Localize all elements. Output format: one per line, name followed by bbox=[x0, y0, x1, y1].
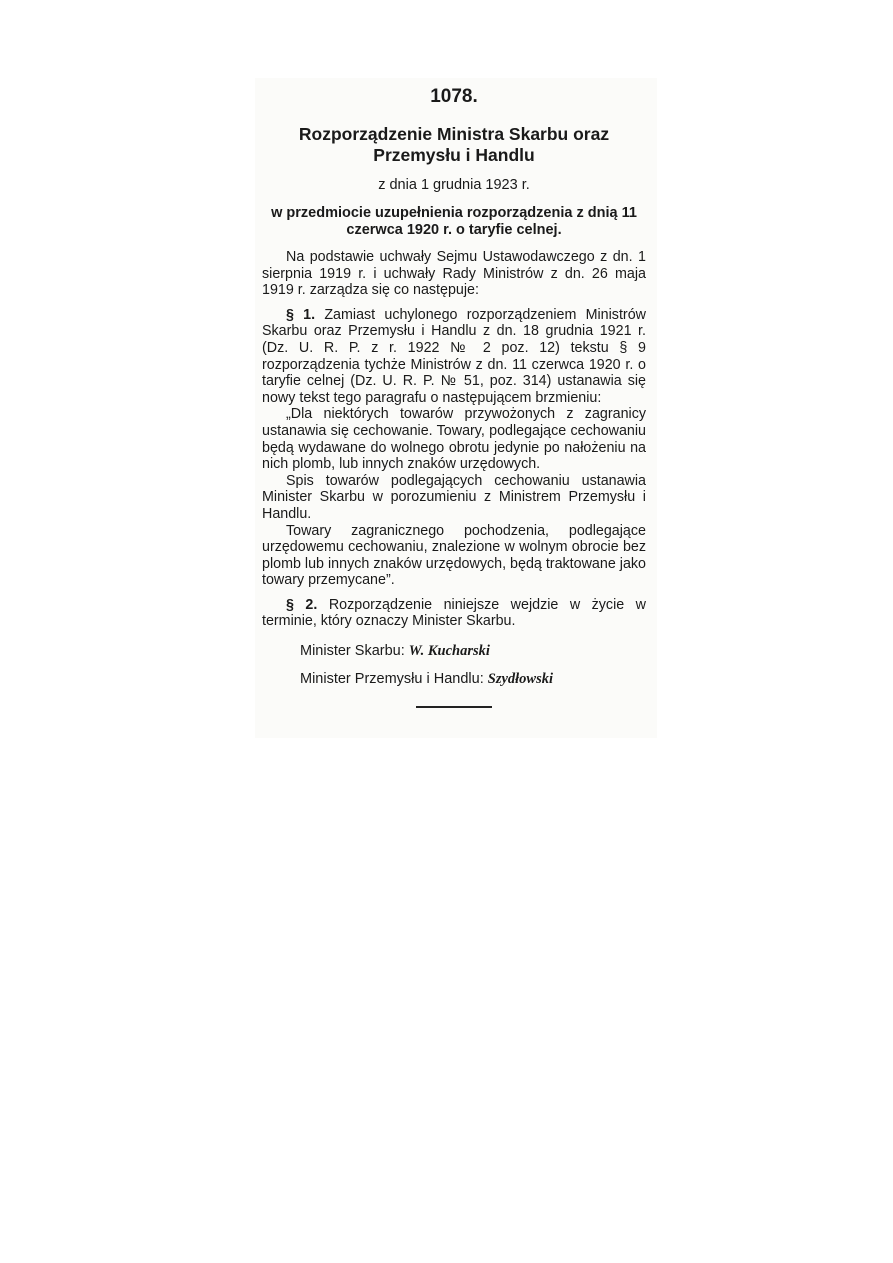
document-title: Rozporządzenie Ministra Skarbu oraz Przemysłu i Handlu bbox=[298, 124, 610, 165]
section-1-quote-paragraph-2: Spis towarów podlegających cechowaniu ustanawia Minister Skarbu w porozumieniu z Ministrem Przemysłu i Handlu. bbox=[262, 472, 646, 522]
document-date: z dnia 1 grudnia 1923 r. bbox=[378, 177, 530, 193]
document-column bbox=[262, 86, 646, 708]
section-1-quote-paragraph-1: „Dla niektórych towarów przywożonych z zagranicy ustanawia się cechowanie. Towary, podlegające cechowaniu będą wydawane do wolnego obrotu jedynie po nałożeniu na nich plomb, lub innych znaków urzędowych. bbox=[262, 406, 646, 473]
signature-industry-minister bbox=[262, 670, 646, 688]
signature-role: Minister Przemysłu i Handlu: bbox=[300, 671, 484, 688]
section-2-label: § 2. bbox=[286, 596, 318, 613]
preamble: Na podstawie uchwały Sejmu Ustawodawczego z dn. 1 sierpnia 1919 r. i uchwały Rady Ministrów z dn. 26 maja 1919 r. zarządza się co następuje: bbox=[262, 249, 646, 299]
signature-finance-minister bbox=[262, 642, 646, 660]
signature-name: Szydłowski bbox=[487, 671, 554, 688]
section-2-text: Rozporządzenie niniejsze wejdzie w życie w terminie, który oznaczy Minister Skarbu. bbox=[262, 596, 646, 630]
signature-name: W. Kucharski bbox=[408, 643, 490, 660]
signature-role: Minister Skarbu: bbox=[300, 643, 405, 660]
section-1-text: Zamiast uchylonego rozporządzeniem Ministrów Skarbu oraz Przemysłu i Handlu z dn. 18 grudnia 1921 r. (Dz. U. R. P. z r. 1922 № 2 poz. 12) tekstu § 9 rozporządzenia tychże Ministrów z dn. 11 czerwca 1920 r. o taryfie celnej (Dz. U. R. P. № 51, poz. 314) ustanawia się nowy tekst tego paragrafu o następującem brzmieniu: bbox=[262, 306, 646, 406]
document-subject: w przedmiocie uzupełnienia rozporządzenia z dnią 11 czerwca 1920 r. o taryfie celnej. bbox=[271, 205, 637, 238]
section-1 bbox=[262, 307, 646, 407]
closing-rule bbox=[416, 706, 492, 708]
section-2 bbox=[262, 597, 646, 630]
section-1-quote-paragraph-3: Towary zagranicznego pochodzenia, podlegające urzędowemu cechowaniu, znalezione w wolnym obrocie bez plomb lub innych znaków urzędowych, będą traktowane jako towary przemycane”. bbox=[262, 522, 646, 589]
section-1-label: § 1. bbox=[286, 306, 316, 323]
document-number: 1078. bbox=[430, 86, 478, 107]
